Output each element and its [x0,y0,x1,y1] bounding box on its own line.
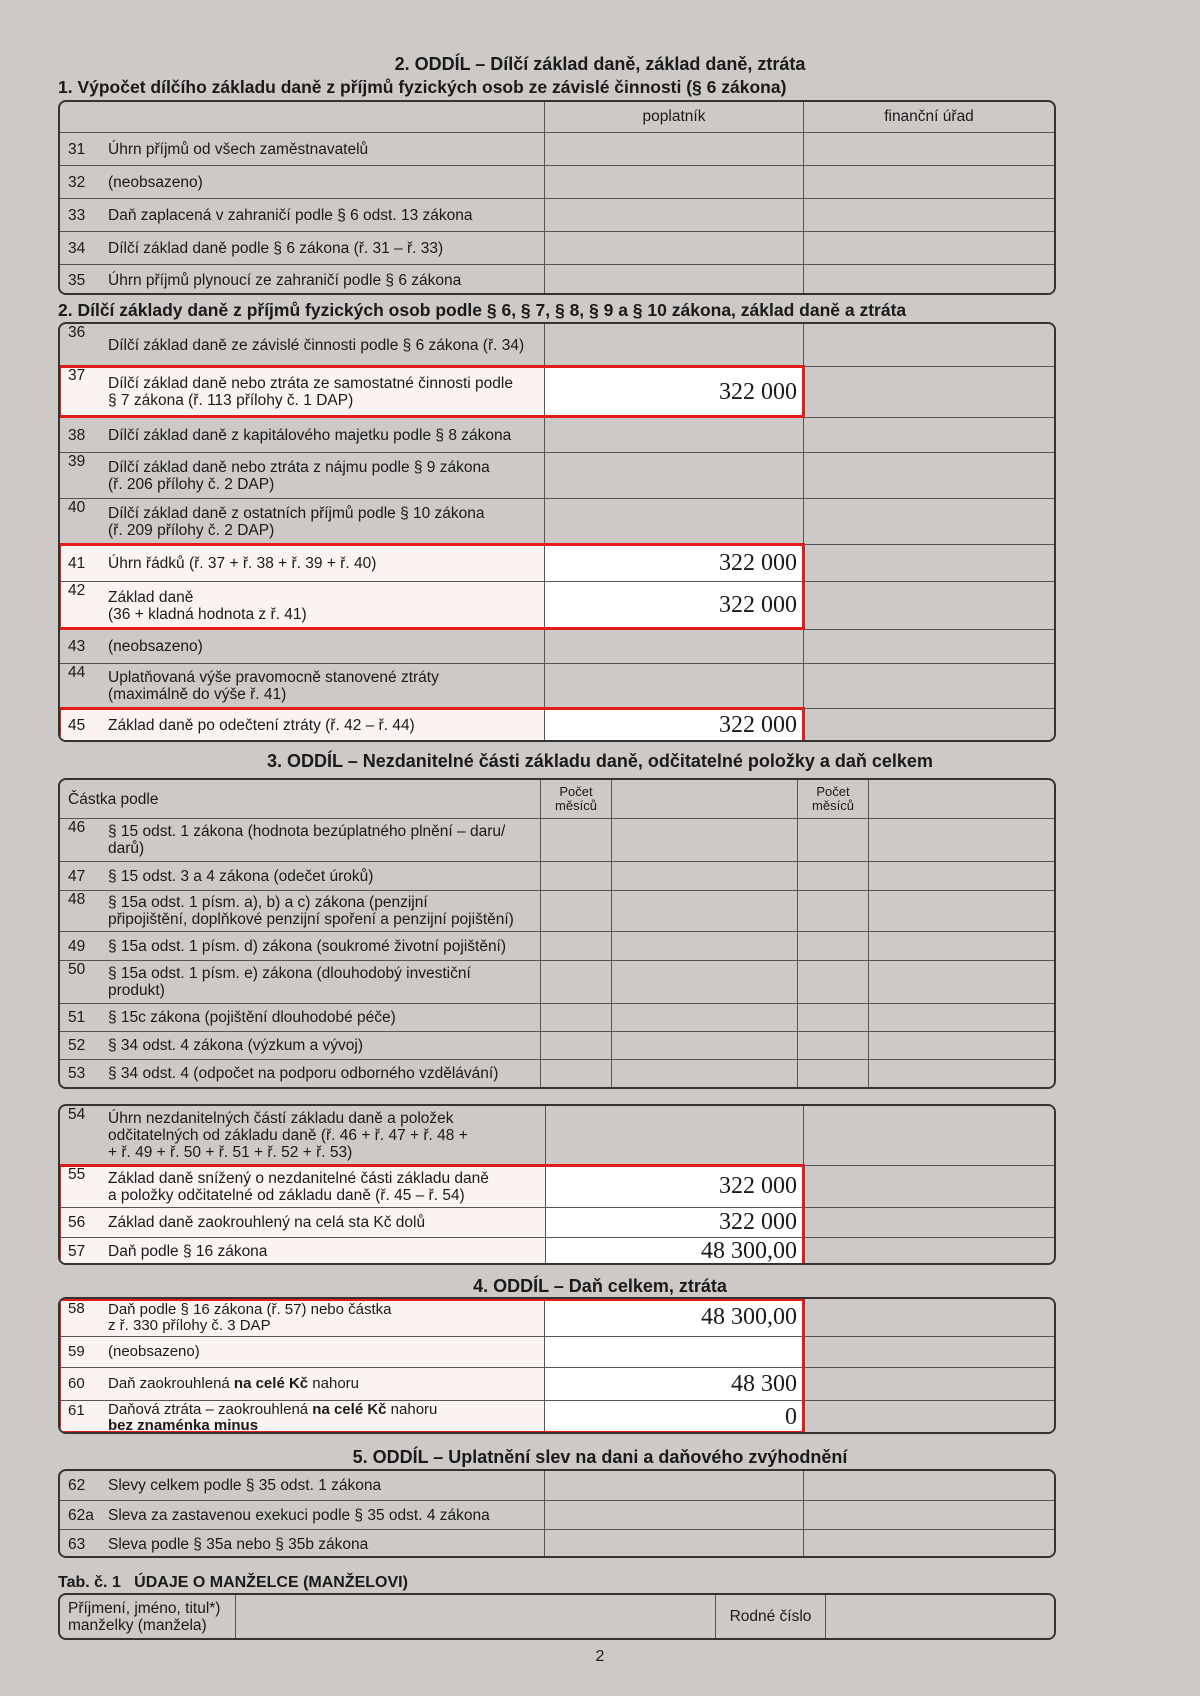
table-partial-bases [58,322,1056,742]
row-number: 33 [68,206,86,224]
col-amount: Částka podle [68,790,159,808]
amount-field[interactable] [611,961,797,1003]
row-label [60,664,544,708]
office-field[interactable] [803,1166,1054,1207]
office-field[interactable] [803,418,1054,452]
row-label [60,1208,545,1237]
row-number: 59 [68,1343,85,1360]
row-text: § 34 odst. 4 zákona (výzkum a vývoj) [108,1037,364,1054]
office-field[interactable] [803,664,1054,708]
row-text: (neobsazeno) [108,638,203,655]
row-label [60,709,544,742]
months-field-office[interactable] [797,1060,868,1087]
taxpayer-field[interactable] [544,133,803,165]
row-text: Základ daně zaokrouhlený na celá sta Kč dolů [108,1214,426,1231]
row-number: 58 [68,1300,85,1317]
row-number: 63 [68,1535,86,1553]
taxpayer-value[interactable]: 322 000 [544,367,803,417]
table-row [60,960,1054,1003]
taxpayer-value[interactable]: 322 000 [544,545,803,581]
row-text: § 15a odst. 1 písm. a), b) a c) zákona (penzijní připojištění, doplňkové penzijní spoření a penzijní pojištění) [108,894,514,928]
office-field[interactable] [803,1299,1054,1336]
office-field[interactable] [803,582,1054,629]
row-label [60,1530,544,1558]
row-text: Úhrn nezdanitelných částí základu daně a položek odčitatelných od základu daně (ř. 46 + ř. 47 + ř. 48 + + ř. 49 + ř. 50 + ř. 51 + ř. 52 + ř. 53) [108,1110,468,1161]
row-text-main: Daň zaokrouhlená [108,1375,234,1392]
row-text: § 15 odst. 3 a 4 zákona (odečet úroků) [108,867,374,885]
row-number: 53 [68,1065,86,1082]
row-text: Daň zaplacená v zahraničí podle § 6 odst. 13 zákona [108,206,473,224]
row-number: 36 [68,324,86,341]
row-text: (neobsazeno) [108,173,203,191]
row-label [60,1238,545,1265]
row-number: 42 [68,582,86,599]
row-text: Slevy celkem podle § 35 odst. 1 zákona [108,1477,382,1494]
row-label [60,630,544,663]
taxpayer-field[interactable] [544,1530,803,1558]
row-number: 37 [68,367,86,384]
row-number: 41 [68,554,86,572]
row-number: 32 [68,173,86,191]
table-row [60,581,1054,629]
amount-field[interactable] [611,891,797,931]
row-label [60,1299,544,1336]
months-field-office[interactable] [797,891,868,931]
row-number: 54 [68,1106,86,1123]
taxpayer-value[interactable]: 48 300 [544,1368,803,1400]
row-text: Dílčí základ daně z kapitálového majetku podle § 8 zákona [108,426,512,444]
taxpayer-field[interactable] [544,1471,803,1500]
months-field[interactable] [540,891,611,931]
row-label [60,891,540,931]
col-months-2: Počet měsíců [797,780,868,818]
amount-field[interactable] [611,862,797,890]
row-label [60,453,544,498]
row-label [60,232,544,264]
table-row [60,132,1054,165]
row-number: 49 [68,937,86,955]
spouse-name-field[interactable] [235,1595,715,1638]
col-months-1: Počet měsíců [540,780,611,818]
office-field[interactable] [803,545,1054,581]
months-field-office[interactable] [797,862,868,890]
row-number: 48 [68,891,86,908]
row-number: 34 [68,239,86,257]
office-field[interactable] [803,1471,1054,1500]
row-text: § 15c zákona (pojištění dlouhodobé péče) [108,1009,396,1026]
taxpayer-value[interactable] [544,664,803,708]
row-text: Základ daně po odečtení ztráty (ř. 42 – ř. 44) [108,717,415,734]
row-text-main: Daňová ztráta – zaokrouhlená [108,1400,313,1418]
row-number: 56 [68,1214,86,1231]
months-field[interactable] [540,932,611,960]
row-label [60,1004,540,1031]
office-field[interactable] [803,166,1054,198]
row-number: 45 [68,717,86,734]
months-field[interactable] [540,1004,611,1031]
col-taxpayer: poplatník [544,102,803,132]
row-text-bold: na celé Kč [233,1375,309,1392]
row-label [60,265,544,295]
row-text [108,1376,359,1392]
table-row [60,1400,1054,1434]
office-field[interactable] [803,453,1054,498]
row-text-tail: nahoru [308,1375,360,1392]
row-text [108,1302,392,1334]
spouse-name-label: Příjmení, jméno, titul*) manželky (manžela) [68,1599,221,1634]
taxpayer-value[interactable] [544,324,803,366]
table-row [60,1003,1054,1031]
table-row [60,1059,1054,1087]
row-label [60,819,540,861]
section2-sub2: 2. Dílčí základy daně z příjmů fyzických osob podle § 6, § 7, § 8, § 9 a § 10 zákona, základ daně a ztráta [58,300,907,320]
amount-field-office[interactable] [868,819,1054,861]
table-tax-total [58,1104,1056,1265]
office-field[interactable] [803,1530,1054,1558]
col-value-2 [868,780,1054,818]
row-label [60,133,544,165]
table-header-row [60,102,1054,132]
row-number: 46 [68,819,86,836]
row-label [60,545,544,581]
office-field[interactable] [803,1208,1054,1237]
section4-title: 4. ODDÍL – Daň celkem, ztráta [473,1276,727,1296]
table-row [60,231,1054,264]
tab1-title: Tab. č. 1 ÚDAJE O MANŽELCE (MANŽELOVI) [58,1574,408,1591]
office-field[interactable] [803,367,1054,417]
row-text-main: Daň podle § 16 zákona (ř. 57) nebo částka [108,1300,392,1318]
row-number: 60 [68,1375,85,1392]
taxpayer-value[interactable]: 0 [544,1401,803,1434]
col-office: finanční úřad [803,102,1054,132]
row-number: 50 [68,961,86,978]
amount-field-office[interactable] [868,932,1054,960]
table-spouse [58,1593,1056,1640]
row-label [60,1166,545,1207]
months-field[interactable] [540,1060,611,1087]
office-field[interactable] [803,265,1054,295]
table-row [60,629,1054,663]
row-label [60,1471,544,1500]
taxpayer-field[interactable] [544,265,803,295]
taxpayer-value[interactable]: 48 300,00 [544,1299,803,1336]
row-text-tail: nahoru [386,1400,438,1418]
row-text: Sleva za zastavenou exekuci podle § 35 odst. 4 zákona [108,1506,490,1524]
row-number: 43 [68,638,86,655]
row-label [60,582,544,629]
table-row [60,264,1054,295]
table-row [60,931,1054,960]
birth-number-field[interactable] [825,1595,1054,1638]
row-label [60,367,544,417]
table-row [60,890,1054,931]
taxpayer-field[interactable] [544,166,803,198]
office-field[interactable] [803,630,1054,663]
taxpayer-value[interactable]: 322 000 [545,1208,803,1237]
office-field[interactable] [803,1106,1054,1165]
amount-field-office[interactable] [868,1004,1054,1031]
row-label [60,862,540,890]
table-deductions [58,778,1056,1089]
months-field-office[interactable] [797,1032,868,1059]
row-text: Dílčí základ daně nebo ztráta z nájmu podle § 9 zákona (ř. 206 přílohy č. 2 DAP) [108,458,490,493]
table-row [60,1336,1054,1367]
taxpayer-value[interactable] [544,1337,803,1367]
row-text: § 15 odst. 1 zákona (hodnota bezúplatného plnění – daru/ darů) [108,823,506,857]
office-field[interactable] [803,1337,1054,1367]
table-row [60,1529,1054,1558]
amount-field[interactable] [611,1060,797,1087]
months-field[interactable] [540,819,611,861]
table-row [60,818,1054,861]
table-header-row [60,780,1054,818]
row-number: 51 [68,1009,86,1026]
office-field[interactable] [803,1238,1054,1265]
row-text [108,1402,437,1434]
table-employment-income [58,100,1056,295]
table-row [60,198,1054,231]
months-field[interactable] [540,961,611,1003]
row-label [60,1337,544,1367]
row-text: Uplatňovaná výše pravomocně stanovené ztráty (maximálně do výše ř. 41) [108,669,439,703]
amount-field-office[interactable] [868,1032,1054,1059]
table-row [60,708,1054,742]
taxpayer-value[interactable] [544,630,803,663]
section2-title: 2. ODDÍL – Dílčí základ daně, základ daně, ztráta [394,54,806,74]
office-field[interactable] [803,232,1054,264]
row-label [60,499,544,544]
row-number: 52 [68,1037,86,1054]
table-row [60,1165,1054,1207]
row-label [60,1368,544,1400]
row-label [60,1106,545,1165]
row-number: 62a [68,1506,94,1524]
table-row [60,452,1054,498]
table-tax-credits [58,1469,1056,1558]
row-text: Dílčí základ daně z ostatních příjmů podle § 10 zákona (ř. 209 přílohy č. 2 DAP) [108,504,485,539]
row-label [60,199,544,231]
row-text-main: (neobsazeno) [108,1343,200,1360]
taxpayer-value[interactable]: 322 000 [544,709,803,742]
taxpayer-field[interactable] [544,232,803,264]
row-text: Sleva podle § 35a nebo § 35b zákona [108,1535,369,1553]
row-text: Úhrn příjmů plynoucí ze zahraničí podle § 6 zákona [108,271,462,289]
table-row [60,324,1054,366]
row-text: § 15a odst. 1 písm. d) zákona (soukromé životní pojištění) [108,937,507,955]
row-text [108,1344,200,1360]
section2-sub1: 1. Výpočet dílčího základu daně z příjmů fyzických osob ze závislé činnosti (§ 6 zákona) [58,77,787,97]
office-field[interactable] [803,133,1054,165]
row-text: § 15a odst. 1 písm. e) zákona (dlouhodobý investiční produkt) [108,965,471,999]
table-row [60,498,1054,544]
amount-field-office[interactable] [868,961,1054,1003]
row-label [60,324,544,366]
col-value-1 [611,780,797,818]
table-row [60,1299,1054,1336]
row-text-second: bez znaménka minus [108,1416,259,1434]
amount-field[interactable] [611,819,797,861]
taxpayer-value[interactable]: 322 000 [545,1166,803,1207]
section3-title: 3. ODDÍL – Nezdanitelné části základu daně, odčitatelné položky a daň celkem [267,751,933,771]
table-row [60,1106,1054,1165]
office-field[interactable] [803,1501,1054,1529]
amount-field[interactable] [611,1004,797,1031]
row-text: § 34 odst. 4 (odpočet na podporu odborného vzdělávání) [108,1065,499,1082]
table-row [60,861,1054,890]
taxpayer-value[interactable] [544,453,803,498]
row-text: Dílčí základ daně podle § 6 zákona (ř. 31 – ř. 33) [108,239,444,257]
taxpayer-value[interactable] [544,499,803,544]
office-field[interactable] [803,709,1054,742]
row-text: Dílčí základ daně ze závislé činnosti podle § 6 zákona (ř. 34) [108,336,525,354]
row-text: Úhrn příjmů od všech zaměstnavatelů [108,140,369,158]
office-field[interactable] [803,324,1054,366]
table-row [60,366,1054,417]
row-number: 35 [68,271,86,289]
row-number: 62 [68,1477,86,1494]
row-label [60,166,544,198]
taxpayer-value[interactable] [544,418,803,452]
row-text-bold: na celé Kč [312,1400,387,1418]
row-number: 38 [68,426,86,444]
row-number: 39 [68,453,86,470]
taxpayer-field[interactable] [544,1501,803,1529]
amount-field-office[interactable] [868,891,1054,931]
table-row [60,1471,1054,1500]
row-label [60,1032,540,1059]
row-label [60,1501,544,1529]
row-number: 47 [68,867,86,885]
office-field[interactable] [803,1368,1054,1400]
table-row [60,1367,1054,1400]
amount-field[interactable] [611,932,797,960]
amount-field[interactable] [611,1032,797,1059]
row-label [60,418,544,452]
table-row [60,1031,1054,1059]
taxpayer-value[interactable]: 322 000 [544,582,803,629]
row-label [60,932,540,960]
row-number: 61 [68,1402,85,1419]
amount-field-office[interactable] [868,1060,1054,1087]
section5-title: 5. ODDÍL – Uplatnění slev na dani a daňového zvýhodnění [352,1447,848,1467]
row-text: Základ daně (36 + kladná hodnota z ř. 41) [108,588,307,623]
table-row [60,1500,1054,1529]
row-number: 40 [68,499,86,516]
taxpayer-field[interactable] [544,199,803,231]
row-text: Základ daně snížený o nezdanitelné části základu daně a položky odčitatelné od základu daně (ř. 45 – ř. 54) [108,1169,489,1204]
months-field-office[interactable] [797,932,868,960]
table-row [60,1237,1054,1265]
row-text-second: z ř. 330 přílohy č. 3 DAP [108,1316,271,1334]
table-row [60,663,1054,708]
office-field[interactable] [803,1401,1054,1434]
office-field[interactable] [803,499,1054,544]
months-field-office[interactable] [797,819,868,861]
row-label [60,1060,540,1087]
birth-number-label: Rodné číslo [715,1595,825,1638]
table-row [60,165,1054,198]
amount-field-office[interactable] [868,862,1054,890]
taxpayer-value[interactable] [545,1106,803,1165]
row-number: 57 [68,1243,86,1260]
row-number: 44 [68,664,86,681]
row-number: 31 [68,140,86,158]
months-field[interactable] [540,1032,611,1059]
row-text: Úhrn řádků (ř. 37 + ř. 38 + ř. 39 + ř. 40) [108,554,377,572]
months-field-office[interactable] [797,1004,868,1031]
row-text: Dílčí základ daně nebo ztráta ze samostatné činnosti podle § 7 zákona (ř. 113 přílohy č. 1 DAP) [108,375,513,409]
table-row [60,1207,1054,1237]
months-field[interactable] [540,862,611,890]
row-number: 55 [68,1166,86,1183]
page-number: 2 [595,1648,605,1665]
months-field-office[interactable] [797,961,868,1003]
row-label [60,1401,544,1434]
row-text: Daň podle § 16 zákona [108,1243,268,1260]
taxpayer-value[interactable]: 48 300,00 [545,1238,803,1265]
table-row [60,544,1054,581]
row-label [60,961,540,1003]
table-row [60,417,1054,452]
table-tax-loss [58,1297,1056,1434]
office-field[interactable] [803,199,1054,231]
